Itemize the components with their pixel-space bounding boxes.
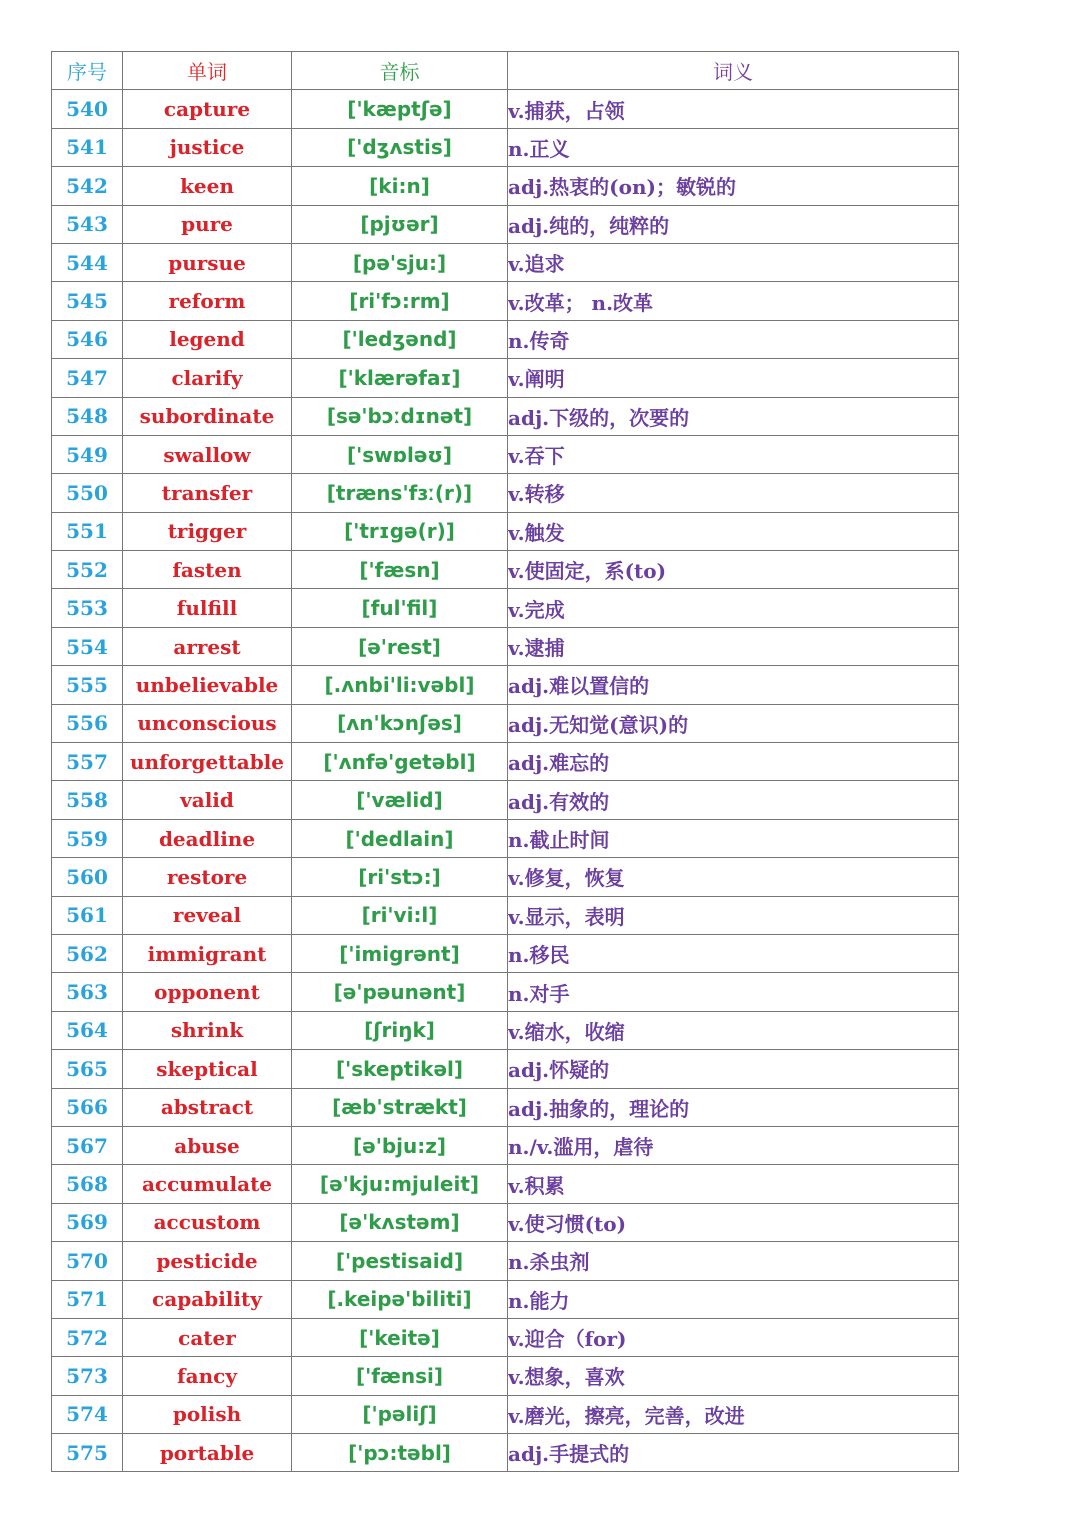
row-number: 567 bbox=[52, 1126, 123, 1164]
table-row bbox=[52, 627, 959, 665]
table-row bbox=[52, 1318, 959, 1356]
row-number: 563 bbox=[52, 973, 123, 1011]
row-meaning: n.传奇 bbox=[508, 320, 959, 358]
row-number: 565 bbox=[52, 1050, 123, 1088]
table-row bbox=[52, 512, 959, 550]
row-meaning: v.想象，喜欢 bbox=[508, 1357, 959, 1395]
table-row bbox=[52, 666, 959, 704]
row-phonetic: [ʌn'kɔnʃəs] bbox=[292, 704, 508, 742]
row-meaning: n.移民 bbox=[508, 934, 959, 972]
table-row bbox=[52, 435, 959, 473]
row-word: immigrant bbox=[123, 934, 292, 972]
row-word: deadline bbox=[123, 819, 292, 857]
row-phonetic: [ri'vi:l] bbox=[292, 896, 508, 934]
row-meaning: v.使习惯(to) bbox=[508, 1203, 959, 1241]
row-word: fasten bbox=[123, 551, 292, 589]
row-phonetic: ['trɪgə(r)] bbox=[292, 512, 508, 550]
row-number: 574 bbox=[52, 1395, 123, 1433]
table-row bbox=[52, 704, 959, 742]
row-phonetic: [pjʊər] bbox=[292, 205, 508, 243]
row-phonetic: [ə'bju:z] bbox=[292, 1126, 508, 1164]
row-number: 549 bbox=[52, 435, 123, 473]
vocabulary-body bbox=[52, 90, 959, 1472]
row-meaning: n.截止时间 bbox=[508, 819, 959, 857]
row-meaning: v.显示，表明 bbox=[508, 896, 959, 934]
row-word: justice bbox=[123, 128, 292, 166]
table-row bbox=[52, 282, 959, 320]
row-word: fulfill bbox=[123, 589, 292, 627]
table-row bbox=[52, 1242, 959, 1280]
row-number: 572 bbox=[52, 1318, 123, 1356]
row-word: skeptical bbox=[123, 1050, 292, 1088]
table-row bbox=[52, 1088, 959, 1126]
row-meaning: adj.难忘的 bbox=[508, 743, 959, 781]
row-phonetic: [ri'fɔ:rm] bbox=[292, 282, 508, 320]
row-meaning: v.使固定，系(to) bbox=[508, 551, 959, 589]
row-number: 554 bbox=[52, 627, 123, 665]
row-phonetic: [ə'pəunənt] bbox=[292, 973, 508, 1011]
row-word: reveal bbox=[123, 896, 292, 934]
row-phonetic: [ʃriŋk] bbox=[292, 1011, 508, 1049]
row-word: pesticide bbox=[123, 1242, 292, 1280]
table-row bbox=[52, 128, 959, 166]
row-phonetic: [sə'bɔːdɪnət] bbox=[292, 397, 508, 435]
table-row bbox=[52, 934, 959, 972]
row-number: 550 bbox=[52, 474, 123, 512]
row-number: 551 bbox=[52, 512, 123, 550]
row-phonetic: ['imigrənt] bbox=[292, 934, 508, 972]
table-row bbox=[52, 243, 959, 281]
table-row bbox=[52, 1011, 959, 1049]
row-phonetic: [.ʌnbi'li:vəbl] bbox=[292, 666, 508, 704]
row-meaning: v.积累 bbox=[508, 1165, 959, 1203]
row-phonetic: ['pestisaid] bbox=[292, 1242, 508, 1280]
row-number: 557 bbox=[52, 743, 123, 781]
row-phonetic: ['pɔ:təbl] bbox=[292, 1434, 508, 1472]
table-row bbox=[52, 320, 959, 358]
row-word: arrest bbox=[123, 627, 292, 665]
row-word: pure bbox=[123, 205, 292, 243]
row-meaning: n.杀虫剂 bbox=[508, 1242, 959, 1280]
row-word: keen bbox=[123, 167, 292, 205]
row-phonetic: ['kæptʃə] bbox=[292, 90, 508, 128]
row-number: 573 bbox=[52, 1357, 123, 1395]
row-number: 540 bbox=[52, 90, 123, 128]
row-number: 570 bbox=[52, 1242, 123, 1280]
row-phonetic: ['vælid] bbox=[292, 781, 508, 819]
row-word: clarify bbox=[123, 359, 292, 397]
row-number: 569 bbox=[52, 1203, 123, 1241]
row-meaning: v.触发 bbox=[508, 512, 959, 550]
table-row bbox=[52, 1050, 959, 1088]
table-row bbox=[52, 1280, 959, 1318]
row-meaning: n.能力 bbox=[508, 1280, 959, 1318]
row-word: valid bbox=[123, 781, 292, 819]
table-row bbox=[52, 1434, 959, 1472]
row-meaning: adj.下级的，次要的 bbox=[508, 397, 959, 435]
table-row bbox=[52, 743, 959, 781]
row-number: 556 bbox=[52, 704, 123, 742]
row-word: opponent bbox=[123, 973, 292, 1011]
table-row bbox=[52, 819, 959, 857]
table-row bbox=[52, 973, 959, 1011]
row-word: restore bbox=[123, 858, 292, 896]
row-word: unforgettable bbox=[123, 743, 292, 781]
row-word: fancy bbox=[123, 1357, 292, 1395]
row-word: polish bbox=[123, 1395, 292, 1433]
row-phonetic: [pə'sju:] bbox=[292, 243, 508, 281]
row-word: unbelievable bbox=[123, 666, 292, 704]
table-row bbox=[52, 1126, 959, 1164]
row-meaning: adj.无知觉(意识)的 bbox=[508, 704, 959, 742]
row-phonetic: ['swɒləʊ] bbox=[292, 435, 508, 473]
row-number: 575 bbox=[52, 1434, 123, 1472]
row-phonetic: ['fæsn] bbox=[292, 551, 508, 589]
row-phonetic: [.keipə'biliti] bbox=[292, 1280, 508, 1318]
row-word: cater bbox=[123, 1318, 292, 1356]
row-number: 560 bbox=[52, 858, 123, 896]
table-row bbox=[52, 397, 959, 435]
row-number: 543 bbox=[52, 205, 123, 243]
row-meaning: v.缩水，收缩 bbox=[508, 1011, 959, 1049]
row-word: abuse bbox=[123, 1126, 292, 1164]
row-number: 548 bbox=[52, 397, 123, 435]
row-phonetic: [ful'fil] bbox=[292, 589, 508, 627]
row-word: accumulate bbox=[123, 1165, 292, 1203]
row-number: 545 bbox=[52, 282, 123, 320]
row-number: 553 bbox=[52, 589, 123, 627]
row-phonetic: ['fænsi] bbox=[292, 1357, 508, 1395]
table-row bbox=[52, 1357, 959, 1395]
row-word: legend bbox=[123, 320, 292, 358]
row-phonetic: ['dʒʌstis] bbox=[292, 128, 508, 166]
row-word: transfer bbox=[123, 474, 292, 512]
row-phonetic: ['ledʒənd] bbox=[292, 320, 508, 358]
table-row bbox=[52, 781, 959, 819]
row-number: 555 bbox=[52, 666, 123, 704]
row-phonetic: [ə'rest] bbox=[292, 627, 508, 665]
row-meaning: v.逮捕 bbox=[508, 627, 959, 665]
header-row bbox=[52, 52, 959, 90]
row-meaning: adj.纯的，纯粹的 bbox=[508, 205, 959, 243]
row-phonetic: [ə'kju:mjuleit] bbox=[292, 1165, 508, 1203]
row-phonetic: [ri'stɔ:] bbox=[292, 858, 508, 896]
row-number: 547 bbox=[52, 359, 123, 397]
row-meaning: adj.手提式的 bbox=[508, 1434, 959, 1472]
table-row bbox=[52, 1165, 959, 1203]
row-phonetic: ['keitə] bbox=[292, 1318, 508, 1356]
row-phonetic: ['skeptikəl] bbox=[292, 1050, 508, 1088]
row-number: 566 bbox=[52, 1088, 123, 1126]
table-row bbox=[52, 589, 959, 627]
row-meaning: adj.抽象的，理论的 bbox=[508, 1088, 959, 1126]
row-word: portable bbox=[123, 1434, 292, 1472]
row-meaning: v.完成 bbox=[508, 589, 959, 627]
row-phonetic: [æb'strækt] bbox=[292, 1088, 508, 1126]
table-row bbox=[52, 1395, 959, 1433]
row-number: 541 bbox=[52, 128, 123, 166]
row-meaning: adj.热衷的(on)；敏锐的 bbox=[508, 167, 959, 205]
header-word: 单词 bbox=[123, 52, 292, 90]
table-row bbox=[52, 205, 959, 243]
row-number: 568 bbox=[52, 1165, 123, 1203]
row-meaning: v.追求 bbox=[508, 243, 959, 281]
row-meaning: n.正义 bbox=[508, 128, 959, 166]
row-phonetic: [træns'fɜː(r)] bbox=[292, 474, 508, 512]
row-word: capability bbox=[123, 1280, 292, 1318]
table-row bbox=[52, 474, 959, 512]
row-meaning: adj.怀疑的 bbox=[508, 1050, 959, 1088]
row-meaning: adj.难以置信的 bbox=[508, 666, 959, 704]
row-number: 571 bbox=[52, 1280, 123, 1318]
table-row bbox=[52, 1203, 959, 1241]
row-number: 558 bbox=[52, 781, 123, 819]
row-phonetic: ['ʌnfə'getəbl] bbox=[292, 743, 508, 781]
row-number: 546 bbox=[52, 320, 123, 358]
table-row bbox=[52, 858, 959, 896]
row-meaning: v.阐明 bbox=[508, 359, 959, 397]
row-number: 564 bbox=[52, 1011, 123, 1049]
row-phonetic: ['pəliʃ] bbox=[292, 1395, 508, 1433]
row-word: abstract bbox=[123, 1088, 292, 1126]
row-meaning: v.捕获，占领 bbox=[508, 90, 959, 128]
header-meaning: 词义 bbox=[508, 52, 959, 90]
table-row bbox=[52, 167, 959, 205]
row-word: reform bbox=[123, 282, 292, 320]
row-meaning: adj.有效的 bbox=[508, 781, 959, 819]
row-phonetic: [ə'kʌstəm] bbox=[292, 1203, 508, 1241]
row-word: pursue bbox=[123, 243, 292, 281]
row-meaning: v.磨光，擦亮，完善，改进 bbox=[508, 1395, 959, 1433]
vocabulary-table bbox=[51, 51, 959, 1472]
row-word: shrink bbox=[123, 1011, 292, 1049]
header-num: 序号 bbox=[52, 52, 123, 90]
row-meaning: v.转移 bbox=[508, 474, 959, 512]
row-meaning: n.对手 bbox=[508, 973, 959, 1011]
row-number: 562 bbox=[52, 934, 123, 972]
row-meaning: v.迎合（for) bbox=[508, 1318, 959, 1356]
row-phonetic: ['dedlain] bbox=[292, 819, 508, 857]
row-phonetic: ['klærəfaɪ] bbox=[292, 359, 508, 397]
table-row bbox=[52, 551, 959, 589]
row-word: unconscious bbox=[123, 704, 292, 742]
header-phonetic: 音标 bbox=[292, 52, 508, 90]
row-meaning: n./v.滥用，虐待 bbox=[508, 1126, 959, 1164]
row-word: trigger bbox=[123, 512, 292, 550]
row-meaning: v.修复，恢复 bbox=[508, 858, 959, 896]
row-number: 542 bbox=[52, 167, 123, 205]
row-number: 544 bbox=[52, 243, 123, 281]
row-meaning: v.吞下 bbox=[508, 435, 959, 473]
row-number: 559 bbox=[52, 819, 123, 857]
row-number: 552 bbox=[52, 551, 123, 589]
table-row bbox=[52, 359, 959, 397]
row-word: accustom bbox=[123, 1203, 292, 1241]
row-meaning: v.改革； n.改革 bbox=[508, 282, 959, 320]
row-number: 561 bbox=[52, 896, 123, 934]
row-phonetic: [ki:n] bbox=[292, 167, 508, 205]
table-row bbox=[52, 896, 959, 934]
row-word: capture bbox=[123, 90, 292, 128]
row-word: swallow bbox=[123, 435, 292, 473]
row-word: subordinate bbox=[123, 397, 292, 435]
table-row bbox=[52, 90, 959, 128]
